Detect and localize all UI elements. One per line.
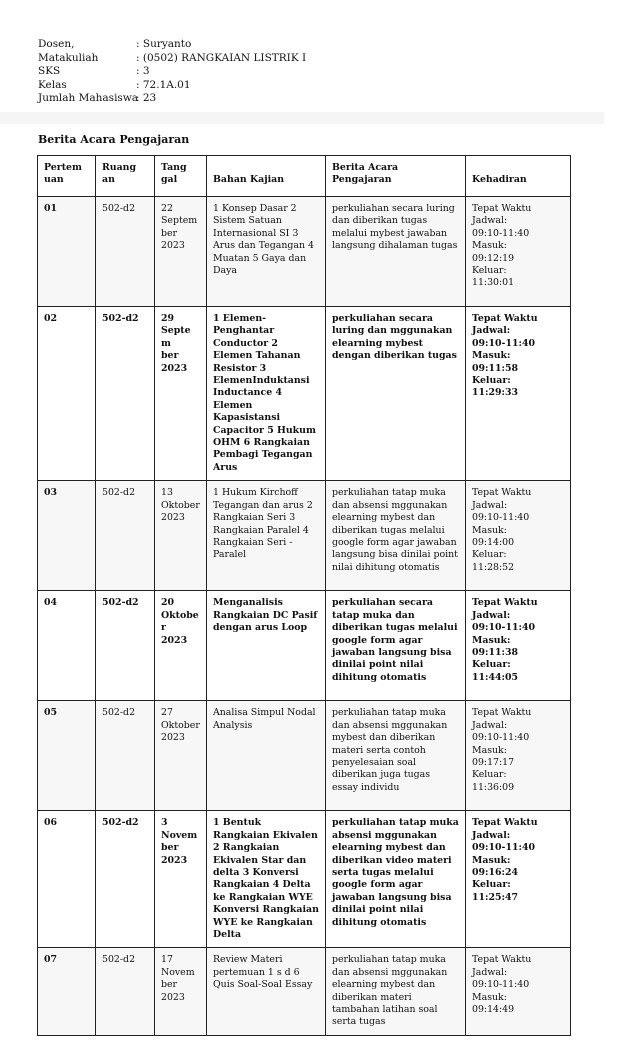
column-header-bahan-kajian: Bahan Kajian xyxy=(207,156,326,197)
cell-kehadiran: Tepat Waktu Jadwal: 09:10-11:40 Masuk: 09:11:38 Keluar: 11:44:05 xyxy=(466,591,571,701)
separator-band xyxy=(0,112,604,124)
table-row xyxy=(38,481,571,591)
column-header-pertemuan: Pertem uan xyxy=(38,156,96,197)
column-header-berita-acara: Berita Acara Pengajaran xyxy=(326,156,466,197)
meta-label: SKS xyxy=(38,65,61,78)
cell-pertemuan: 03 xyxy=(38,481,96,591)
cell-tanggal: 20 Oktober 2023 xyxy=(155,591,207,701)
meta-label: Jumlah Mahasiswa xyxy=(38,92,139,105)
cell-berita-acara: perkuliahan tatap muka dan absensi mggunakan mybest dan diberikan materi serta contoh penyelesaian soal diberikan juga tugas essay individu xyxy=(326,701,466,811)
cell-tanggal: 22 Septem ber 2023 xyxy=(155,197,207,307)
cell-pertemuan: 07 xyxy=(38,948,96,1035)
cell-tanggal: 27 Oktober 2023 xyxy=(155,701,207,811)
meta-row-jumlah-mahasiswa xyxy=(38,92,306,106)
cell-pertemuan: 02 xyxy=(38,307,96,481)
meta-label: Kelas xyxy=(38,78,67,91)
column-header-kehadiran: Kehadiran xyxy=(466,156,571,197)
table-header-row xyxy=(38,156,571,197)
table-row xyxy=(38,701,571,811)
cell-ruangan: 502-d2 xyxy=(96,948,155,1035)
meta-row-dosen xyxy=(38,38,306,52)
cell-bahan-kajian: 1 Konsep Dasar 2 Sistem Satuan Internasional SI 3 Arus dan Tegangan 4 Muatan 5 Gaya dan Daya xyxy=(207,197,326,307)
meta-row-sks xyxy=(38,65,306,79)
cell-tanggal: 3 Novem ber 2023 xyxy=(155,811,207,948)
teaching-report-table xyxy=(37,155,571,1036)
meta-value: : 3 xyxy=(136,65,150,78)
column-header-tanggal: Tang gal xyxy=(155,156,207,197)
cell-tanggal: 13 Oktober 2023 xyxy=(155,481,207,591)
cell-ruangan: 502-d2 xyxy=(96,307,155,481)
cell-bahan-kajian: Review Materi pertemuan 1 s d 6 Quis Soal-Soal Essay xyxy=(207,948,326,1035)
meta-value: : Suryanto xyxy=(136,38,192,50)
cell-berita-acara: perkuliahan secara luring dan diberikan tugas melalui mybest jawaban langsung dihalaman tugas xyxy=(326,197,466,307)
table-row xyxy=(38,307,571,481)
cell-berita-acara: perkuliahan tatap muka dan absensi mggunakan elearning mybest dan diberikan materi tambahan latihan soal serta tugas xyxy=(326,948,466,1035)
table-row xyxy=(38,811,571,948)
cell-berita-acara: perkuliahan secara tatap muka dan diberikan tugas melalui google form agar jawaban langsung bisa dinilai point nilai dihitung otomatis xyxy=(326,591,466,701)
table-row xyxy=(38,591,571,701)
meta-row-matakuliah xyxy=(38,52,306,66)
course-info xyxy=(38,38,306,106)
cell-kehadiran: Tepat Waktu Jadwal: 09:10-11:40 Masuk: 09:14:00 Keluar: 11:28:52 xyxy=(466,481,571,591)
cell-kehadiran: Tepat Waktu Jadwal: 09:10-11:40 Masuk: 09:14:49 xyxy=(466,948,571,1035)
cell-tanggal: 17 Novem ber 2023 xyxy=(155,948,207,1035)
table-row xyxy=(38,197,571,307)
cell-bahan-kajian: 1 Bentuk Rangkaian Ekivalen 2 Rangkaian Ekivalen Star dan delta 3 Konversi Rangkaian 4 Delta ke Rangkaian WYE Konversi Rangkaian WYE ke Rangkaian Delta xyxy=(207,811,326,948)
cell-pertemuan: 04 xyxy=(38,591,96,701)
meta-row-kelas xyxy=(38,79,306,93)
table-row xyxy=(38,948,571,1035)
cell-ruangan: 502-d2 xyxy=(96,197,155,307)
cell-ruangan: 502-d2 xyxy=(96,591,155,701)
cell-ruangan: 502-d2 xyxy=(96,481,155,591)
cell-pertemuan: 01 xyxy=(38,197,96,307)
cell-bahan-kajian: Analisa Simpul Nodal Analysis xyxy=(207,701,326,811)
cell-berita-acara: perkuliahan tatap muka dan absensi mggunakan elearning mybest dan diberikan tugas melalui google form agar jawaban langsung bisa dinilai point nilai dihitung otomatis xyxy=(326,481,466,591)
cell-ruangan: 502-d2 xyxy=(96,811,155,948)
cell-kehadiran: Tepat Waktu Jadwal: 09:10-11:40 Masuk: 09:17:17 Keluar: 11:36:09 xyxy=(466,701,571,811)
cell-tanggal: 29 Septem ber 2023 xyxy=(155,307,207,481)
meta-value: : 72.1A.01 xyxy=(136,78,191,91)
column-header-ruangan: Ruang an xyxy=(96,156,155,197)
meta-label: Dosen, xyxy=(38,38,75,50)
cell-ruangan: 502-d2 xyxy=(96,701,155,811)
cell-kehadiran: Tepat Waktu Jadwal: 09:10-11:40 Masuk: 09:11:58 Keluar: 11:29:33 xyxy=(466,307,571,481)
cell-pertemuan: 05 xyxy=(38,701,96,811)
meta-value: : 23 xyxy=(136,92,157,105)
cell-bahan-kajian: 1 Elemen-Penghantar Conductor 2 Elemen Tahanan Resistor 3 ElemenInduktansi Inductance 4 Elemen Kapasistansi Capacitor 5 Hukum OHM 6 Rangkaian Pembagi Tegangan Arus xyxy=(207,307,326,481)
cell-pertemuan: 06 xyxy=(38,811,96,948)
section-title: Berita Acara Pengajaran xyxy=(38,133,190,146)
meta-value: : (0502) RANGKAIAN LISTRIK I xyxy=(136,51,307,64)
cell-bahan-kajian: 1 Hukum Kirchoff Tegangan dan arus 2 Rangkaian Seri 3 Rangkaian Paralel 4 Rangkaian Seri - Paralel xyxy=(207,481,326,591)
cell-berita-acara: perkuliahan secara luring dan mggunakan elearning mybest dengan diberikan tugas xyxy=(326,307,466,481)
meta-label: Matakuliah xyxy=(38,51,99,64)
cell-kehadiran: Tepat Waktu Jadwal: 09:10-11:40 Masuk: 09:12:19 Keluar: 11:30:01 xyxy=(466,197,571,307)
cell-kehadiran: Tepat Waktu Jadwal: 09:10-11:40 Masuk: 09:16:24 Keluar: 11:25:47 xyxy=(466,811,571,948)
cell-berita-acara: perkuliahan tatap muka absensi mggunakan elearning mybest dan diberikan video materi serta tugas melalui google form agar jawaban langsung bisa dinilai point nilai dihitung otomatis xyxy=(326,811,466,948)
cell-bahan-kajian: Menganalisis Rangkaian DC Pasif dengan arus Loop xyxy=(207,591,326,701)
